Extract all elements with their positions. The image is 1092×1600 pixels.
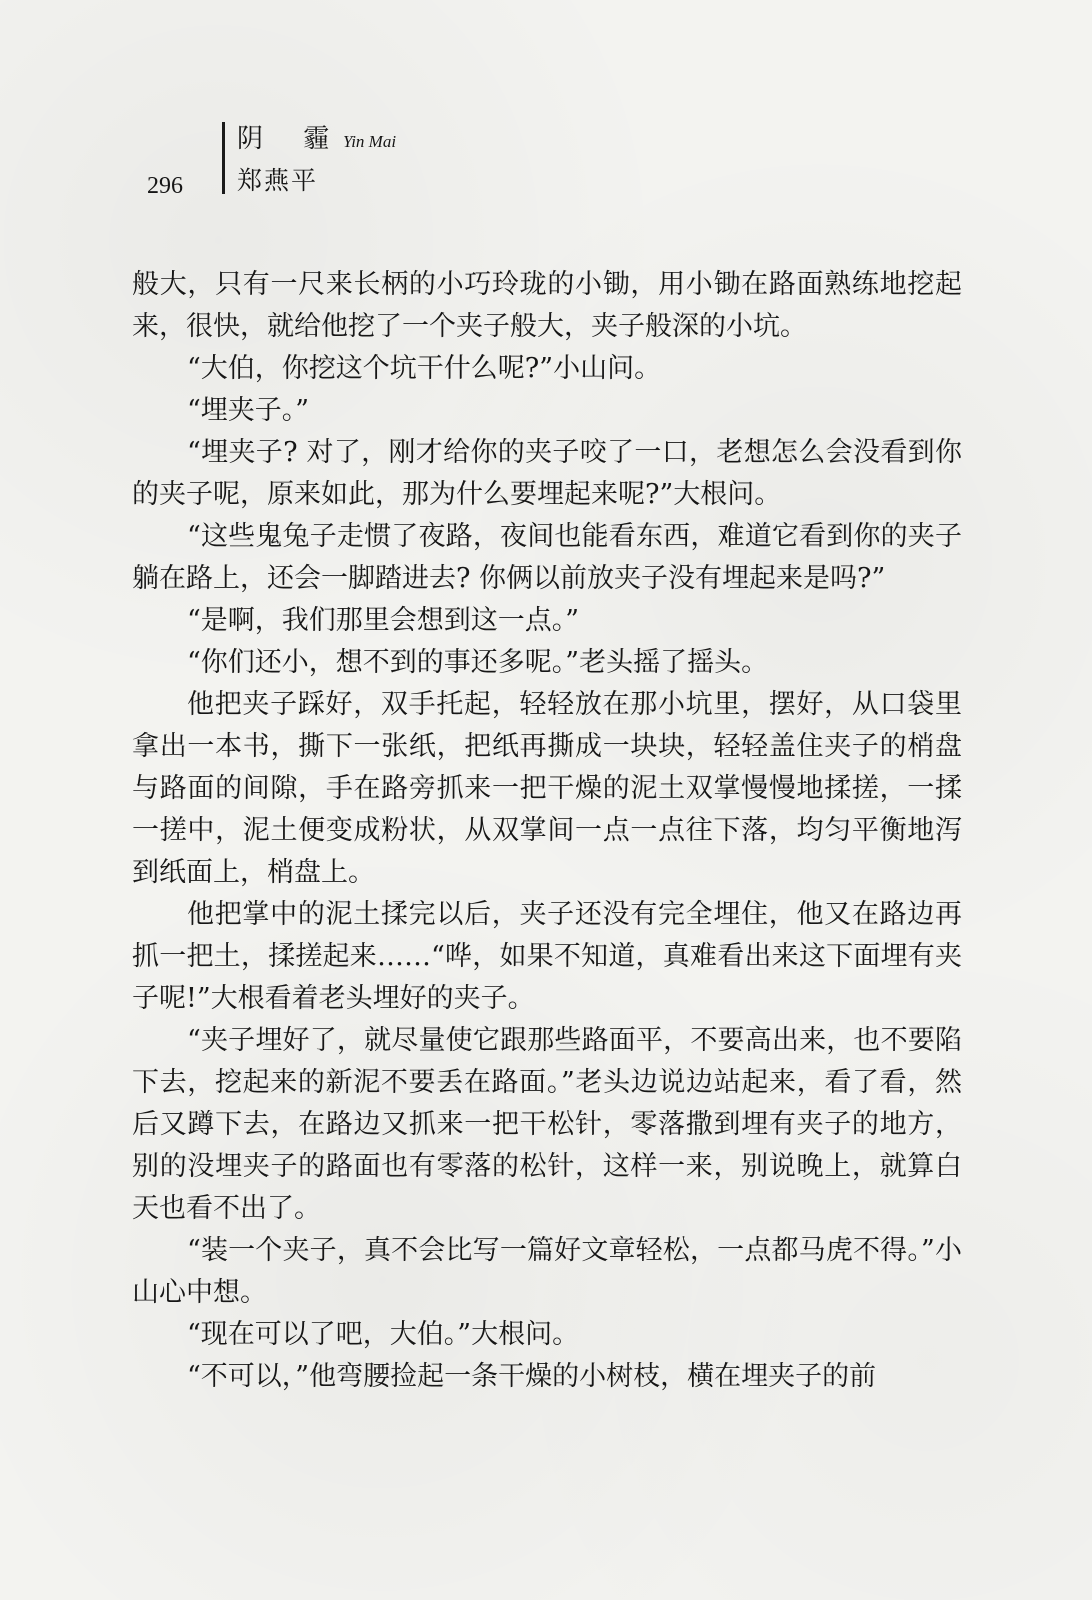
author-name: 郑燕平 xyxy=(237,166,319,195)
body-text xyxy=(132,264,962,1398)
paragraph: “装一个夹子，真不会比写一篇好文章轻松，一点都马虎不得。”小山心中想。 xyxy=(132,1235,962,1308)
paragraph: 他把掌中的泥土揉完以后，夹子还没有完全埋住，他又在路边再抓一把土，揉搓起来……“哗，如果不知道，真难看出来这下面埋有夹子呢!”大根看着老头埋好的夹子。 xyxy=(132,899,962,1014)
paragraph: “这些鬼兔子走惯了夜路，夜间也能看东西，难道它看到你的夹子躺在路上，还会一脚踏进去? 你俩以前放夹子没有埋起来是吗?” xyxy=(132,521,962,594)
paragraph: “大伯，你挖这个坑干什么呢?”小山问。 xyxy=(187,353,662,384)
paragraph: 般大，只有一尺来长柄的小巧玲珑的小锄，用小锄在路面熟练地挖起来，很快，就给他挖了一个夹子般大，夹子般深的小坑。 xyxy=(132,269,962,342)
book-title: 阴 霾 xyxy=(237,124,346,154)
running-head xyxy=(145,118,465,208)
paragraph: “夹子埋好了，就尽量使它跟那些路面平，不要高出来，也不要陷下去，挖起来的新泥不要丢在路面。”老头边说边站起来，看了看，然后又蹲下去，在路边又抓来一把干松针，零落撒到埋有夹子的地方，别的没埋夹子的路面也有零落的松针，这样一来，别说晚上，就算白天也看不出了。 xyxy=(132,1025,962,1224)
paragraph: “埋夹子? 对了，刚才给你的夹子咬了一口，老想怎么会没看到你的夹子呢，原来如此，那为什么要埋起来呢?”大根问。 xyxy=(132,437,962,510)
book-title-latin: Yin Mai xyxy=(343,132,397,151)
paragraph: “埋夹子。” xyxy=(187,395,310,426)
paragraph: “现在可以了吧，大伯。”大根问。 xyxy=(187,1319,580,1350)
paragraph: “你们还小，想不到的事还多呢。”老头摇了摇头。 xyxy=(187,647,769,678)
paragraph: “是啊，我们那里会想到这一点。” xyxy=(187,605,580,636)
page-number: 296 xyxy=(147,173,183,199)
paragraph: “不可以，”他弯腰捡起一条干燥的小树枝，横在埋夹子的前 xyxy=(187,1361,877,1392)
header-divider-line xyxy=(222,122,225,194)
paragraph: 他把夹子踩好，双手托起，轻轻放在那小坑里，摆好，从口袋里拿出一本书，撕下一张纸，把纸再撕成一块块，轻轻盖住夹子的梢盘与路面的间隙，手在路旁抓来一把干燥的泥土双掌慢慢地揉搓，一揉一搓中，泥土便变成粉状，从双掌间一点一点往下落，均匀平衡地泻到纸面上，梢盘上。 xyxy=(132,689,962,888)
